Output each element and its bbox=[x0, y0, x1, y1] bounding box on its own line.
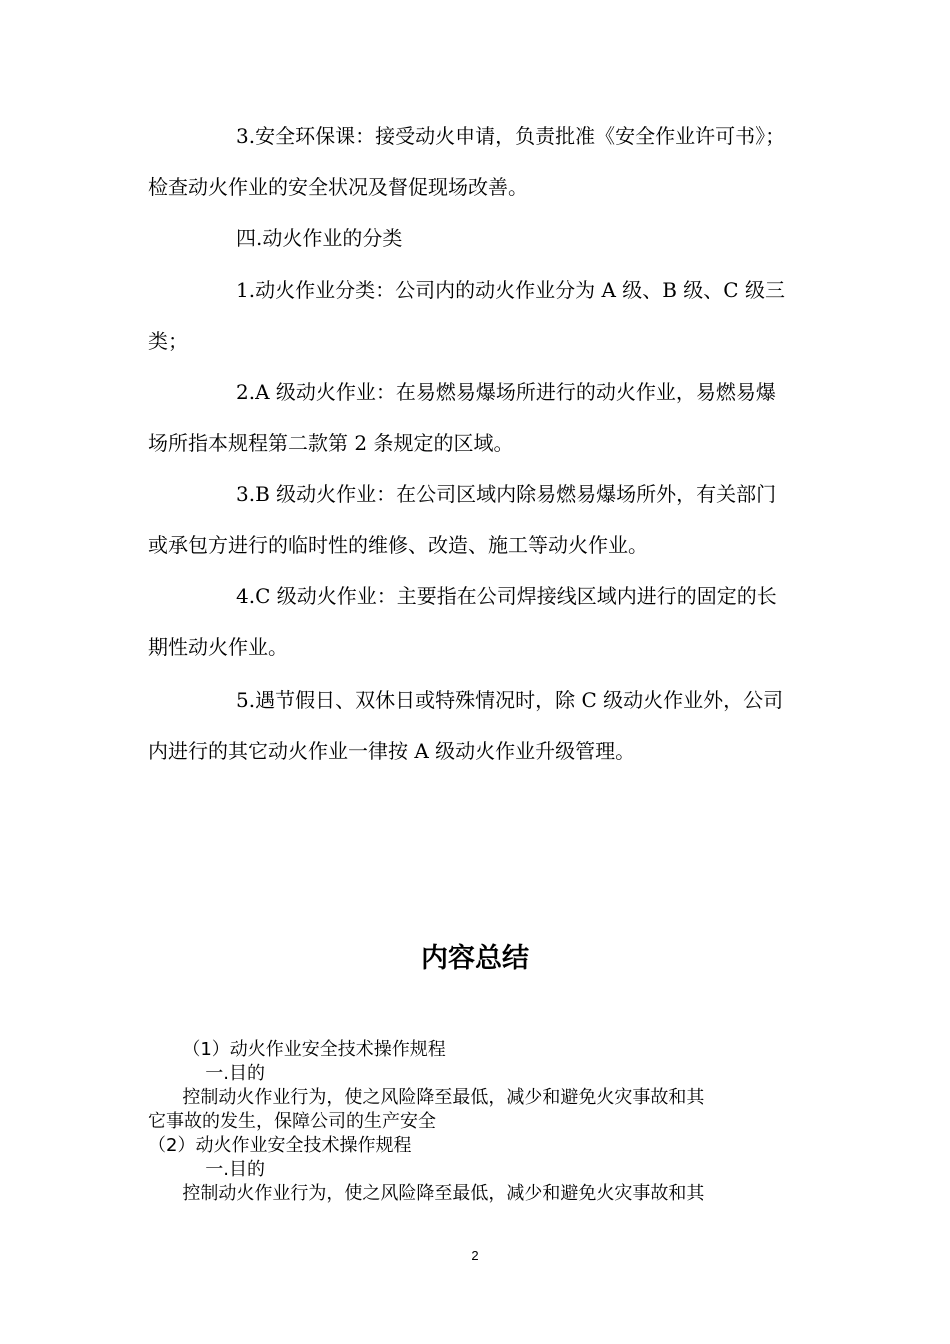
summary-title: 内容总结 bbox=[421, 943, 529, 974]
body-paragraph-3: 2.A 级动火作业：在易燃易爆场所进行的动火作业，易燃易爆场所指本规程第二款第 2 条规定的区域。 bbox=[148, 380, 776, 455]
summary-line: （1）动火作业安全技术操作规程 bbox=[148, 1039, 446, 1060]
body-paragraph-6: 5.遇节假日、双休日或特殊情况时，除 C 级动火作业外，公司内进行的其它动火作业一律按 A 级动火作业升级管理。 bbox=[148, 688, 784, 763]
summary-line: 控制动火作业行为，使之风险降至最低，减少和避免火灾事故和其 bbox=[148, 1183, 705, 1204]
summary-line: 一.目的 bbox=[148, 1159, 265, 1180]
summary-line: 它事故的发生，保障公司的生产安全 bbox=[148, 1111, 436, 1132]
body-paragraph-4: 3.B 级动火作业：在公司区域内除易燃易爆场所外，有关部门或承包方进行的临时性的维修、改造、施工等动火作业。 bbox=[148, 482, 777, 557]
summary-line: （2）动火作业安全技术操作规程 bbox=[148, 1135, 412, 1156]
section-heading-classification: 四.动火作业的分类 bbox=[236, 226, 403, 250]
summary-line: 一.目的 bbox=[148, 1063, 265, 1084]
summary-block bbox=[148, 1038, 808, 1206]
body-paragraph-1: 3.安全环保课：接受动火申请，负责批准《安全作业许可书》；检查动火作业的安全状况及督促现场改善。 bbox=[148, 124, 786, 199]
page-number: 2 bbox=[471, 1248, 479, 1263]
body-paragraph-5: 4.C 级动火作业：主要指在公司焊接线区域内进行的固定的长期性动火作业。 bbox=[148, 584, 777, 659]
summary-line: 控制动火作业行为，使之风险降至最低，减少和避免火灾事故和其 bbox=[148, 1087, 705, 1108]
body-paragraph-2: 1.动火作业分类：公司内的动火作业分为 A 级、B 级、C 级三类； bbox=[148, 278, 785, 353]
